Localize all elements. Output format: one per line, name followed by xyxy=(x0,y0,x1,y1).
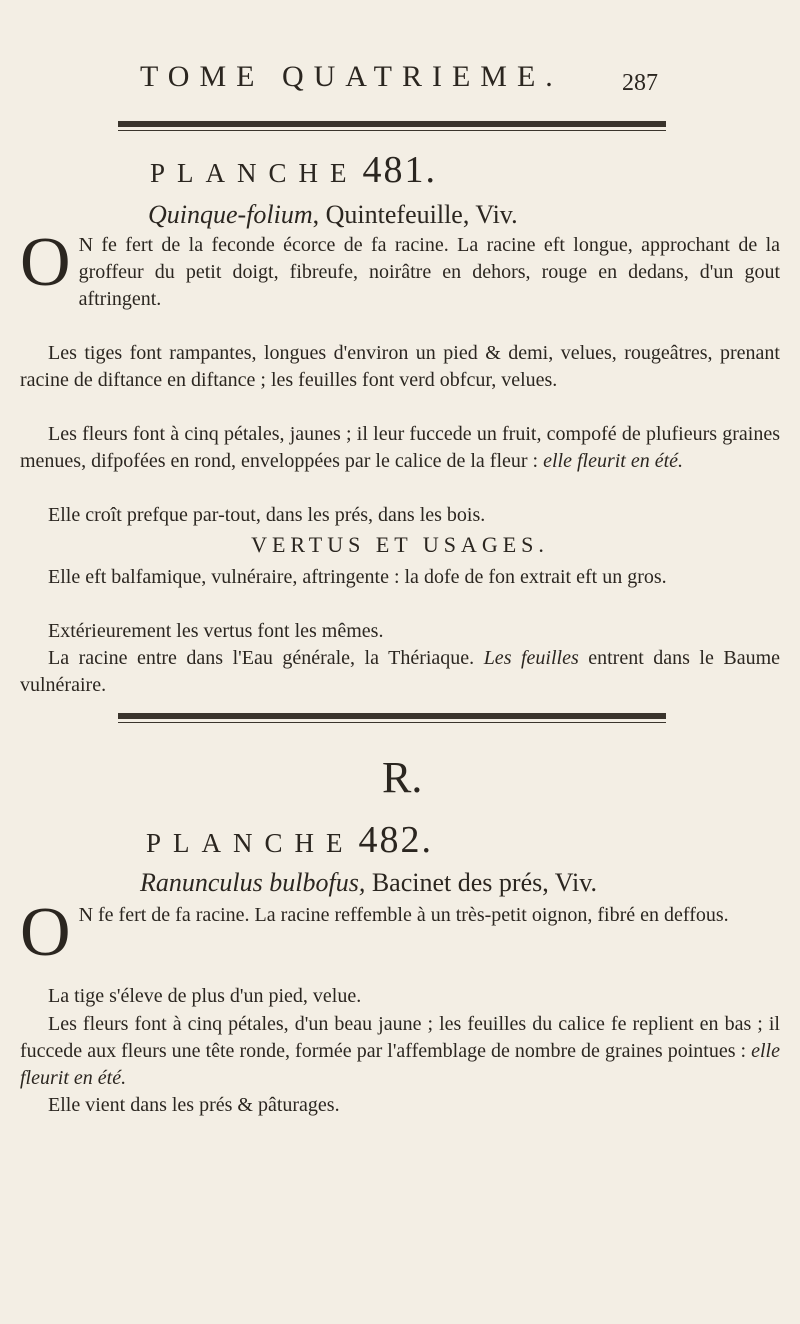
drop-cap: O xyxy=(20,894,71,971)
planche-number: 482. xyxy=(358,819,434,861)
page-number: 287 xyxy=(622,70,658,96)
paragraph: O N fe fert de la feconde écorce de fa racine. La racine eft longue, approchant de la groffeur du petit doigt, fibreufe, noirâtre en dehors, rouge en dedans, d'un gout aftringent. xyxy=(20,224,781,310)
paragraph: Elle croît prefque par-tout, dans les prés, dans les bois. xyxy=(48,504,486,526)
latin-name: Quinque-folium xyxy=(148,200,313,229)
paragraph: La racine entre dans l'Eau générale, la Thériaque. Les feuilles entrent dans le Baume vulnéraire. xyxy=(20,647,781,696)
planche-heading xyxy=(146,818,433,862)
planche-label: PLANCHE xyxy=(150,158,359,188)
paragraph: Elle vient dans les prés & pâturages. xyxy=(48,1094,340,1116)
plant-name-line xyxy=(140,868,597,898)
latin-name: Ranunculus bulbofus, xyxy=(140,868,366,897)
paragraph: Les tiges font rampantes, longues d'environ un pied & demi, velues, rougeâtres, prenant racine de diftance en diftance ; les feuilles font verd obfcur, velues. xyxy=(20,342,780,391)
letter-heading: R. xyxy=(382,753,423,802)
paragraph: O N fe fert de fa racine. La racine reffemble à un très-petit oignon, fibré en deffous. xyxy=(20,894,729,971)
running-head: TOME QUATRIEME. xyxy=(140,60,563,93)
plant-name-rest: , Quintefeuille, Viv. xyxy=(312,200,518,229)
section-subheading: VERTUS ET USAGES. xyxy=(251,532,549,557)
paragraph: Les fleurs font à cinq pétales, d'un beau jaune ; les feuilles du calice fe replient en bas ; il fuccede aux fleurs une tête ronde, formée par l'affemblage de nombre de graines pointues : elle fleurit en été. xyxy=(20,1013,780,1089)
paragraph: Elle eft balfamique, vulnéraire, aftringente : la dofe de fon extrait eft un gros. xyxy=(48,566,667,588)
ornamental-rule xyxy=(118,722,666,723)
planche-label: PLANCHE xyxy=(146,828,355,858)
plant-name-line xyxy=(148,200,518,230)
paragraph: Les fleurs font à cinq pétales, jaunes ; il leur fuccede un fruit, compofé de plufieurs graines menues, difpofées en rond, enveloppées par le calice de la fleur : elle fleurit en été. xyxy=(20,423,780,472)
ornamental-rule xyxy=(118,713,666,719)
ornamental-rule xyxy=(118,130,666,131)
paragraph: Extérieurement les vertus font les mêmes. xyxy=(48,620,384,642)
ornamental-rule xyxy=(118,121,666,127)
plant-name-rest: Bacinet des prés, Viv. xyxy=(365,868,598,897)
drop-cap: O xyxy=(20,224,71,301)
paragraph: La tige s'éleve de plus d'un pied, velue. xyxy=(48,985,362,1007)
planche-heading xyxy=(150,148,437,192)
planche-number: 481. xyxy=(362,149,438,191)
